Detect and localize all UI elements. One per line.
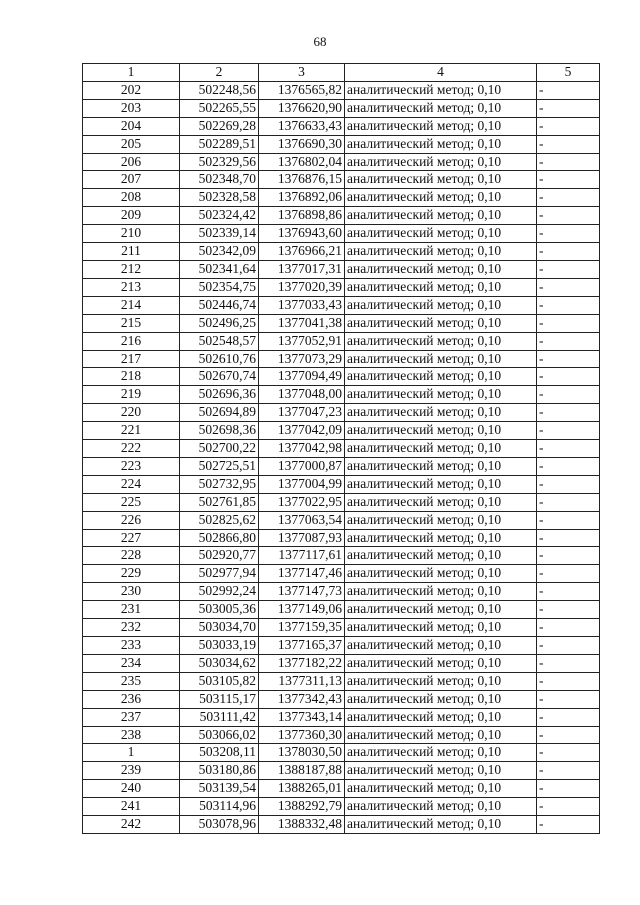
note-cell: - [537, 475, 600, 493]
note-cell: - [537, 350, 600, 368]
method-accuracy-cell: аналитический метод; 0,10 [345, 278, 537, 296]
y-coordinate-cell: 1377017,31 [259, 260, 345, 278]
table-row [83, 654, 600, 672]
column-header-5: 5 [537, 64, 600, 82]
x-coordinate-cell: 502698,36 [180, 422, 259, 440]
y-coordinate-cell: 1377048,00 [259, 386, 345, 404]
x-coordinate-cell: 503111,42 [180, 708, 259, 726]
note-cell: - [537, 493, 600, 511]
y-coordinate-cell: 1377004,99 [259, 475, 345, 493]
x-coordinate-cell: 502496,25 [180, 314, 259, 332]
note-cell: - [537, 529, 600, 547]
table-row [83, 619, 600, 637]
table-row [83, 278, 600, 296]
point-number-cell: 219 [83, 386, 180, 404]
point-number-cell: 211 [83, 243, 180, 261]
note-cell: - [537, 440, 600, 458]
table-row [83, 332, 600, 350]
note-cell: - [537, 672, 600, 690]
method-accuracy-cell: аналитический метод; 0,10 [345, 708, 537, 726]
point-number-cell: 242 [83, 816, 180, 834]
method-accuracy-cell: аналитический метод; 0,10 [345, 475, 537, 493]
y-coordinate-cell: 1376802,04 [259, 153, 345, 171]
x-coordinate-cell: 503208,11 [180, 744, 259, 762]
table-row [83, 672, 600, 690]
x-coordinate-cell: 502348,70 [180, 171, 259, 189]
method-accuracy-cell: аналитический метод; 0,10 [345, 583, 537, 601]
x-coordinate-cell: 503114,96 [180, 798, 259, 816]
method-accuracy-cell: аналитический метод; 0,10 [345, 493, 537, 511]
table-row [83, 690, 600, 708]
x-coordinate-cell: 502269,28 [180, 117, 259, 135]
x-coordinate-cell: 502866,80 [180, 529, 259, 547]
note-cell: - [537, 386, 600, 404]
point-number-cell: 227 [83, 529, 180, 547]
y-coordinate-cell: 1377020,39 [259, 278, 345, 296]
note-cell: - [537, 314, 600, 332]
y-coordinate-cell: 1376633,43 [259, 117, 345, 135]
point-number-cell: 220 [83, 404, 180, 422]
note-cell: - [537, 690, 600, 708]
method-accuracy-cell: аналитический метод; 0,10 [345, 260, 537, 278]
table-row [83, 798, 600, 816]
method-accuracy-cell: аналитический метод; 0,10 [345, 296, 537, 314]
note-cell: - [537, 189, 600, 207]
method-accuracy-cell: аналитический метод; 0,10 [345, 780, 537, 798]
note-cell: - [537, 583, 600, 601]
table-row [83, 457, 600, 475]
table-row [83, 583, 600, 601]
y-coordinate-cell: 1377052,91 [259, 332, 345, 350]
method-accuracy-cell: аналитический метод; 0,10 [345, 816, 537, 834]
x-coordinate-cell: 502694,89 [180, 404, 259, 422]
table-row [83, 511, 600, 529]
point-number-cell: 228 [83, 547, 180, 565]
x-coordinate-cell: 502670,74 [180, 368, 259, 386]
table-row [83, 189, 600, 207]
table-row [83, 386, 600, 404]
note-cell: - [537, 422, 600, 440]
table-row [83, 475, 600, 493]
column-header-4: 4 [345, 64, 537, 82]
point-number-cell: 225 [83, 493, 180, 511]
y-coordinate-cell: 1376620,90 [259, 99, 345, 117]
y-coordinate-cell: 1377342,43 [259, 690, 345, 708]
x-coordinate-cell: 502725,51 [180, 457, 259, 475]
x-coordinate-cell: 503105,82 [180, 672, 259, 690]
x-coordinate-cell: 502548,57 [180, 332, 259, 350]
note-cell: - [537, 637, 600, 655]
method-accuracy-cell: аналитический метод; 0,10 [345, 547, 537, 565]
point-number-cell: 213 [83, 278, 180, 296]
y-coordinate-cell: 1377117,61 [259, 547, 345, 565]
y-coordinate-cell: 1377159,35 [259, 619, 345, 637]
y-coordinate-cell: 1377087,93 [259, 529, 345, 547]
method-accuracy-cell: аналитический метод; 0,10 [345, 332, 537, 350]
y-coordinate-cell: 1388332,48 [259, 816, 345, 834]
table-header-row [83, 64, 600, 82]
x-coordinate-cell: 502341,64 [180, 260, 259, 278]
method-accuracy-cell: аналитический метод; 0,10 [345, 422, 537, 440]
x-coordinate-cell: 503034,62 [180, 654, 259, 672]
note-cell: - [537, 135, 600, 153]
y-coordinate-cell: 1376898,86 [259, 207, 345, 225]
table-row [83, 171, 600, 189]
table-row [83, 565, 600, 583]
method-accuracy-cell: аналитический метод; 0,10 [345, 117, 537, 135]
method-accuracy-cell: аналитический метод; 0,10 [345, 225, 537, 243]
y-coordinate-cell: 1377311,13 [259, 672, 345, 690]
table-row [83, 440, 600, 458]
y-coordinate-cell: 1377147,46 [259, 565, 345, 583]
table-row [83, 296, 600, 314]
column-header-1: 1 [83, 64, 180, 82]
coordinates-table [82, 63, 600, 834]
y-coordinate-cell: 1377165,37 [259, 637, 345, 655]
note-cell: - [537, 243, 600, 261]
method-accuracy-cell: аналитический метод; 0,10 [345, 171, 537, 189]
table-row [83, 260, 600, 278]
point-number-cell: 214 [83, 296, 180, 314]
method-accuracy-cell: аналитический метод; 0,10 [345, 207, 537, 225]
note-cell: - [537, 260, 600, 278]
method-accuracy-cell: аналитический метод; 0,10 [345, 189, 537, 207]
method-accuracy-cell: аналитический метод; 0,10 [345, 368, 537, 386]
x-coordinate-cell: 502700,22 [180, 440, 259, 458]
point-number-cell: 212 [83, 260, 180, 278]
y-coordinate-cell: 1377042,09 [259, 422, 345, 440]
x-coordinate-cell: 502446,74 [180, 296, 259, 314]
note-cell: - [537, 278, 600, 296]
method-accuracy-cell: аналитический метод; 0,10 [345, 350, 537, 368]
note-cell: - [537, 780, 600, 798]
x-coordinate-cell: 502328,58 [180, 189, 259, 207]
x-coordinate-cell: 502761,85 [180, 493, 259, 511]
table-row [83, 637, 600, 655]
x-coordinate-cell: 503033,19 [180, 637, 259, 655]
table-body [83, 81, 600, 833]
y-coordinate-cell: 1377343,14 [259, 708, 345, 726]
point-number-cell: 204 [83, 117, 180, 135]
y-coordinate-cell: 1376565,82 [259, 81, 345, 99]
note-cell: - [537, 404, 600, 422]
note-cell: - [537, 744, 600, 762]
table-row [83, 135, 600, 153]
x-coordinate-cell: 502265,55 [180, 99, 259, 117]
method-accuracy-cell: аналитический метод; 0,10 [345, 619, 537, 637]
x-coordinate-cell: 502977,94 [180, 565, 259, 583]
note-cell: - [537, 547, 600, 565]
point-number-cell: 230 [83, 583, 180, 601]
x-coordinate-cell: 502696,36 [180, 386, 259, 404]
table-row [83, 350, 600, 368]
y-coordinate-cell: 1377047,23 [259, 404, 345, 422]
x-coordinate-cell: 503180,86 [180, 762, 259, 780]
y-coordinate-cell: 1377094,49 [259, 368, 345, 386]
note-cell: - [537, 117, 600, 135]
x-coordinate-cell: 503078,96 [180, 816, 259, 834]
method-accuracy-cell: аналитический метод; 0,10 [345, 386, 537, 404]
point-number-cell: 240 [83, 780, 180, 798]
x-coordinate-cell: 502992,24 [180, 583, 259, 601]
method-accuracy-cell: аналитический метод; 0,10 [345, 243, 537, 261]
table-row [83, 529, 600, 547]
point-number-cell: 223 [83, 457, 180, 475]
note-cell: - [537, 816, 600, 834]
table-row [83, 708, 600, 726]
table-row [83, 422, 600, 440]
method-accuracy-cell: аналитический метод; 0,10 [345, 690, 537, 708]
method-accuracy-cell: аналитический метод; 0,10 [345, 135, 537, 153]
note-cell: - [537, 207, 600, 225]
x-coordinate-cell: 502342,09 [180, 243, 259, 261]
point-number-cell: 239 [83, 762, 180, 780]
y-coordinate-cell: 1377073,29 [259, 350, 345, 368]
point-number-cell: 218 [83, 368, 180, 386]
y-coordinate-cell: 1377033,43 [259, 296, 345, 314]
method-accuracy-cell: аналитический метод; 0,10 [345, 81, 537, 99]
x-coordinate-cell: 503066,02 [180, 726, 259, 744]
note-cell: - [537, 153, 600, 171]
method-accuracy-cell: аналитический метод; 0,10 [345, 457, 537, 475]
x-coordinate-cell: 503005,36 [180, 601, 259, 619]
table-row [83, 404, 600, 422]
point-number-cell: 215 [83, 314, 180, 332]
method-accuracy-cell: аналитический метод; 0,10 [345, 511, 537, 529]
note-cell: - [537, 99, 600, 117]
method-accuracy-cell: аналитический метод; 0,10 [345, 601, 537, 619]
note-cell: - [537, 296, 600, 314]
x-coordinate-cell: 502339,14 [180, 225, 259, 243]
table-row [83, 601, 600, 619]
point-number-cell: 202 [83, 81, 180, 99]
x-coordinate-cell: 502329,56 [180, 153, 259, 171]
point-number-cell: 229 [83, 565, 180, 583]
y-coordinate-cell: 1377149,06 [259, 601, 345, 619]
point-number-cell: 222 [83, 440, 180, 458]
point-number-cell: 235 [83, 672, 180, 690]
y-coordinate-cell: 1377147,73 [259, 583, 345, 601]
point-number-cell: 208 [83, 189, 180, 207]
note-cell: - [537, 368, 600, 386]
point-number-cell: 203 [83, 99, 180, 117]
method-accuracy-cell: аналитический метод; 0,10 [345, 744, 537, 762]
x-coordinate-cell: 502732,95 [180, 475, 259, 493]
note-cell: - [537, 654, 600, 672]
method-accuracy-cell: аналитический метод; 0,10 [345, 99, 537, 117]
table-row [83, 153, 600, 171]
method-accuracy-cell: аналитический метод; 0,10 [345, 654, 537, 672]
table-row [83, 547, 600, 565]
point-number-cell: 206 [83, 153, 180, 171]
y-coordinate-cell: 1377182,22 [259, 654, 345, 672]
x-coordinate-cell: 502289,51 [180, 135, 259, 153]
table-row [83, 762, 600, 780]
table-row [83, 368, 600, 386]
note-cell: - [537, 708, 600, 726]
method-accuracy-cell: аналитический метод; 0,10 [345, 726, 537, 744]
table-row [83, 81, 600, 99]
column-header-3: 3 [259, 64, 345, 82]
point-number-cell: 221 [83, 422, 180, 440]
point-number-cell: 231 [83, 601, 180, 619]
point-number-cell: 224 [83, 475, 180, 493]
table-row [83, 243, 600, 261]
point-number-cell: 205 [83, 135, 180, 153]
point-number-cell: 207 [83, 171, 180, 189]
point-number-cell: 226 [83, 511, 180, 529]
note-cell: - [537, 332, 600, 350]
table-row [83, 225, 600, 243]
method-accuracy-cell: аналитический метод; 0,10 [345, 404, 537, 422]
y-coordinate-cell: 1388292,79 [259, 798, 345, 816]
point-number-cell: 234 [83, 654, 180, 672]
method-accuracy-cell: аналитический метод; 0,10 [345, 565, 537, 583]
point-number-cell: 232 [83, 619, 180, 637]
y-coordinate-cell: 1377042,98 [259, 440, 345, 458]
x-coordinate-cell: 503115,17 [180, 690, 259, 708]
table-row [83, 117, 600, 135]
method-accuracy-cell: аналитический метод; 0,10 [345, 314, 537, 332]
y-coordinate-cell: 1388187,88 [259, 762, 345, 780]
x-coordinate-cell: 502920,77 [180, 547, 259, 565]
note-cell: - [537, 511, 600, 529]
y-coordinate-cell: 1376892,06 [259, 189, 345, 207]
method-accuracy-cell: аналитический метод; 0,10 [345, 798, 537, 816]
y-coordinate-cell: 1377063,54 [259, 511, 345, 529]
y-coordinate-cell: 1377000,87 [259, 457, 345, 475]
x-coordinate-cell: 502825,62 [180, 511, 259, 529]
table-row [83, 816, 600, 834]
point-number-cell: 241 [83, 798, 180, 816]
column-header-2: 2 [180, 64, 259, 82]
y-coordinate-cell: 1377360,30 [259, 726, 345, 744]
point-number-cell: 238 [83, 726, 180, 744]
point-number-cell: 217 [83, 350, 180, 368]
x-coordinate-cell: 502610,76 [180, 350, 259, 368]
note-cell: - [537, 619, 600, 637]
table-row [83, 726, 600, 744]
x-coordinate-cell: 503034,70 [180, 619, 259, 637]
table-row [83, 780, 600, 798]
table-row [83, 493, 600, 511]
method-accuracy-cell: аналитический метод; 0,10 [345, 153, 537, 171]
y-coordinate-cell: 1376690,30 [259, 135, 345, 153]
point-number-cell: 1 [83, 744, 180, 762]
point-number-cell: 216 [83, 332, 180, 350]
x-coordinate-cell: 503139,54 [180, 780, 259, 798]
y-coordinate-cell: 1376966,21 [259, 243, 345, 261]
note-cell: - [537, 601, 600, 619]
y-coordinate-cell: 1388265,01 [259, 780, 345, 798]
note-cell: - [537, 726, 600, 744]
note-cell: - [537, 798, 600, 816]
method-accuracy-cell: аналитический метод; 0,10 [345, 762, 537, 780]
page-number: 68 [313, 34, 327, 49]
x-coordinate-cell: 502354,75 [180, 278, 259, 296]
method-accuracy-cell: аналитический метод; 0,10 [345, 529, 537, 547]
point-number-cell: 233 [83, 637, 180, 655]
table-row [83, 207, 600, 225]
note-cell: - [537, 762, 600, 780]
point-number-cell: 209 [83, 207, 180, 225]
point-number-cell: 210 [83, 225, 180, 243]
x-coordinate-cell: 502324,42 [180, 207, 259, 225]
note-cell: - [537, 81, 600, 99]
note-cell: - [537, 171, 600, 189]
note-cell: - [537, 457, 600, 475]
method-accuracy-cell: аналитический метод; 0,10 [345, 440, 537, 458]
point-number-cell: 237 [83, 708, 180, 726]
table-row [83, 744, 600, 762]
note-cell: - [537, 565, 600, 583]
x-coordinate-cell: 502248,56 [180, 81, 259, 99]
table-row [83, 99, 600, 117]
table-row [83, 314, 600, 332]
method-accuracy-cell: аналитический метод; 0,10 [345, 672, 537, 690]
y-coordinate-cell: 1377041,38 [259, 314, 345, 332]
y-coordinate-cell: 1376943,60 [259, 225, 345, 243]
note-cell: - [537, 225, 600, 243]
point-number-cell: 236 [83, 690, 180, 708]
y-coordinate-cell: 1376876,15 [259, 171, 345, 189]
y-coordinate-cell: 1378030,50 [259, 744, 345, 762]
y-coordinate-cell: 1377022,95 [259, 493, 345, 511]
method-accuracy-cell: аналитический метод; 0,10 [345, 637, 537, 655]
